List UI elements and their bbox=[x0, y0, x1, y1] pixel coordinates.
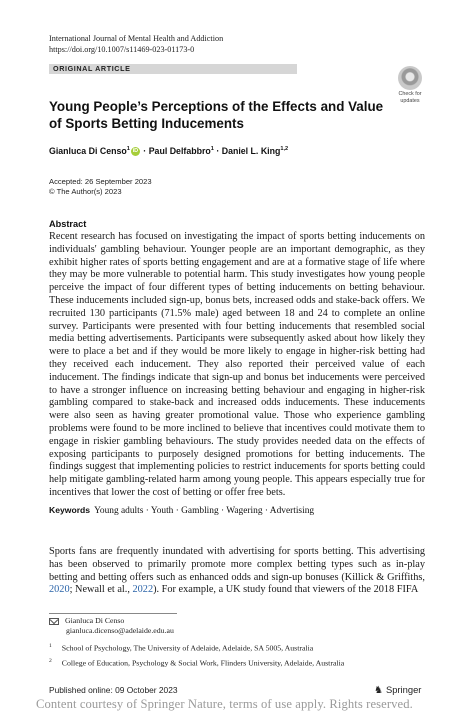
affiliation-text: College of Education, Psychology & Social Work, Flinders University, Adelaide, Australia bbox=[61, 658, 345, 668]
author-affiliation: 1 bbox=[126, 146, 130, 153]
doi-link[interactable]: https://doi.org/10.1007/s11469-023-01173-0 bbox=[49, 44, 195, 54]
citation-link[interactable]: 2022 bbox=[132, 584, 154, 596]
springer-horse-icon: ♞ bbox=[374, 685, 383, 696]
abstract-heading: Abstract bbox=[49, 219, 87, 229]
author-separator: · bbox=[213, 146, 222, 156]
article-type-bar bbox=[49, 64, 297, 74]
orcid-icon[interactable]: iD bbox=[132, 148, 139, 155]
affiliation-text: School of Psychology, The University of Adelaide, Adelaide, SA 5005, Australia bbox=[61, 643, 314, 653]
author-affiliation: 1,2 bbox=[280, 146, 289, 153]
journal-name: International Journal of Mental Health and Addiction bbox=[49, 34, 224, 43]
affiliation-item bbox=[49, 643, 313, 653]
keywords-label: Keywords bbox=[49, 505, 91, 515]
author-name[interactable]: Gianluca Di Censo bbox=[49, 146, 127, 156]
intro-text: ). For example, a UK study found that viewers of the 2018 FIFA bbox=[153, 584, 419, 596]
envelope-icon bbox=[49, 618, 59, 625]
accepted-date: Accepted: 26 September 2023 bbox=[49, 177, 152, 186]
badge-line2: updates bbox=[400, 98, 420, 104]
check-for-updates-badge[interactable] bbox=[393, 66, 427, 102]
corresponding-author bbox=[49, 616, 174, 637]
abstract-text: Recent research has focused on investigating the impact of sports betting inducements on individuals' gambling behaviour. Younger people are an important demographic, as they exhibit higher rates of sports betting engagement and are at a formative stage of life where they may be more vulnerable to potential harm. This study investigates how young people perceive the impact of four different types of betting inducements on betting behaviour. These inducements included sign-up, bonus bets, increased odds and stake-back offers. We recruited 130 participants (71.5% male) aged between 18 and 24 to complete an online survey. Participants were presented with four betting inducements that resembled social media betting advertisements. Participants were subsequently asked about how likely they were to place a bet and if they would be more likely to engage in higher-risk betting had they received each inducement. They also reported their perceived value of each inducement. The findings indicate that sign-up and bonus bet inducements were perceived to have a stronger influence on increasing betting behaviour and engaging in higher-risk gambling compared to stake-back and increased odds inducements. These inducements were also seen as having greater promotional value. Those who experience gambling problems were found to be more inclined to believe that incentives could motivate them to engage in riskier gambling behaviours. The study provides needed data on the effects of exposing participants to purposely designed promotions for betting inducements. The findings suggest that implementing policies to restrict inducements for sports betting could help mitigate gambling-related harm among young people. This appears especially true for incentives that lower the cost of betting or offer free bets. bbox=[49, 231, 425, 498]
affiliation-number: 1 bbox=[49, 643, 52, 649]
check-for-updates-icon bbox=[398, 66, 422, 90]
author-name[interactable]: Daniel L. King bbox=[221, 146, 281, 156]
intro-text: Sports fans are frequently inundated with advertising for sports betting. This advertising has been observed to primarily promote more complex betting types such as in-play betting and betting offers such as enhanced odds and sign-up bonuses (Killick & Griffiths, bbox=[49, 546, 425, 583]
contact-name: Gianluca Di Censo bbox=[65, 616, 125, 625]
watermark: Content courtesy of Springer Nature, terms of use apply. Rights reserved. bbox=[36, 697, 413, 711]
keywords-line bbox=[49, 505, 314, 516]
author-name[interactable]: Paul Delfabbro bbox=[148, 146, 211, 156]
copyright-line: © The Author(s) 2023 bbox=[49, 186, 122, 196]
citation-link[interactable]: 2020 bbox=[49, 584, 70, 596]
intro-paragraph bbox=[49, 546, 425, 597]
article-dates bbox=[49, 177, 152, 197]
contact-email[interactable]: gianluca.dicenso@adelaide.edu.au bbox=[66, 626, 174, 636]
author-separator: · bbox=[140, 146, 149, 156]
intro-text: ; Newall et al., bbox=[69, 584, 133, 596]
badge-line1: Check for bbox=[398, 91, 422, 97]
author-affiliation: 1 bbox=[210, 146, 214, 153]
affiliation-number: 2 bbox=[49, 658, 52, 664]
author-list bbox=[49, 146, 288, 156]
affiliation-item bbox=[49, 658, 344, 668]
article-title: Young People’s Perceptions of the Effects and Value of Sports Betting Inducements bbox=[49, 99, 384, 131]
keywords-list: Young adults · Youth · Gambling · Wagering · Advertising bbox=[94, 506, 315, 516]
publisher-name: Springer bbox=[385, 684, 422, 695]
published-date: Published online: 09 October 2023 bbox=[49, 685, 178, 695]
publisher-logo bbox=[374, 684, 421, 696]
footnote-divider bbox=[49, 613, 177, 614]
article-type-label: ORIGINAL ARTICLE bbox=[53, 64, 131, 73]
journal-header bbox=[49, 34, 223, 55]
